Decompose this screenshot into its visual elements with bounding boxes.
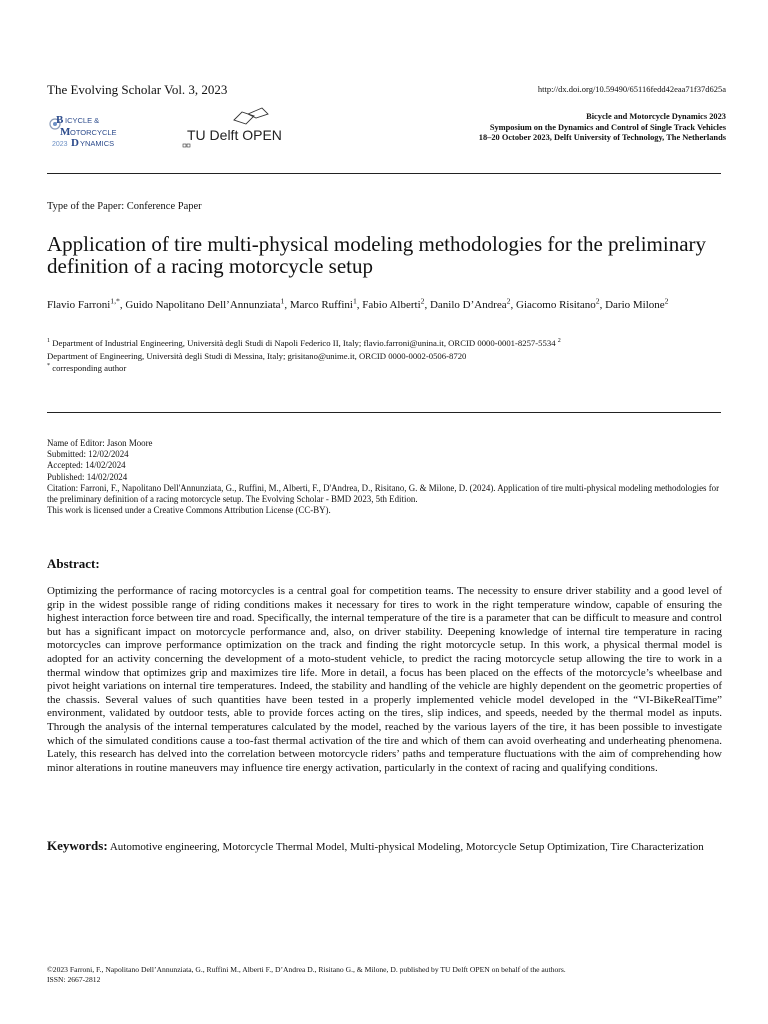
author-list [47,298,723,313]
publication-metadata [47,438,721,516]
doi-link[interactable]: http://dx.doi.org/10.59490/65116fedd42eaa71f37d625a [537,84,726,94]
svg-text:YNAMICS: YNAMICS [80,139,115,148]
citation: Citation: Farroni, F., Napolitano Dell'Annunziata, G., Ruffini, M., Alberti, F., D'Andrea, D., Risitano, G. & Milone, D. (2024). Application of tire multi-physical modeling methodologies for the preliminary definition of a racing motorcycle setup. The Evolving Scholar - BMD 2023, 5th Edition. [47,482,720,505]
corresponding-author-note: * corresponding author [47,363,127,373]
svg-text:B: B [56,114,64,126]
affiliations [47,337,727,375]
conference-info [479,112,726,144]
keywords-text: Automotive engineering, Motorcycle Thermal Model, Multi-physical Modeling, Motorcycle Setup Optimization, Tire Characterization [107,841,704,853]
issn: ISSN: 2667-2812 [47,975,101,984]
author: Guido Napolitano Dell’Annunziata$^1$, [125,296,290,311]
author: Dario Milone$^2$ [605,296,669,311]
editor-name: Name of Editor: Jason Moore [47,438,153,448]
accepted-date: Accepted: 14/02/2024 [47,460,126,471]
author: Giacomo Risitano$^2$, [516,296,606,311]
author: Fabio Alberti$^2$, [362,296,430,311]
conference-name: Bicycle and Motorcycle Dynamics 2023 [586,112,726,121]
author: Danilo D’Andrea$^2$, [429,296,516,311]
page-footer [47,965,566,985]
abstract-heading: Abstract: [47,556,100,571]
paper-title: Application of tire multi-physical modeling methodologies for the preliminary definition of a racing motorcycle setup [47,232,707,278]
keywords-label: Keywords: [47,838,108,853]
svg-text:D: D [71,137,79,149]
affiliation-1: $^1$ Department of Industrial Engineering, Università degli Studi di Napoli Federico II, Italy; flavio.farroni@unina.it, ORCID 0000-0001-8257-5534 $^2$ [47,338,561,348]
section-divider [47,412,721,413]
svg-text:TU Delft OPEN: TU Delft OPEN [187,127,282,143]
svg-text:ICYCLE &: ICYCLE & [65,116,100,125]
license-note: This work is licensed under a Creative Commons Attribution License (CC-BY). [47,505,331,516]
header-divider [47,173,721,174]
keywords [47,838,722,855]
submitted-date: Submitted: 12/02/2024 [47,449,129,460]
paper-type: Type of the Paper: Conference Paper [47,201,202,212]
svg-text:2023: 2023 [52,141,68,148]
conference-symposium: Symposium on the Dynamics and Control of Single Track Vehicles [489,122,726,132]
journal-name: The Evolving Scholar Vol. 3, 2023 [47,82,228,97]
abstract-text: Optimizing the performance of racing motorcycles is a central goal for competition teams. The necessity to ensure driver stability and a good level of grip in the widest possible range of riding conditions makes it necessary for tires to work in the right temperature window, capable of ensuring the highest interaction force between tire and road. Specifically, the internal temperature of the tire is a parameter that can be difficult to measure and control but has a significant impact on motorcycle performance and, also, on driver stability. Deepening knowledge of internal tire temperature in racing motorcycles can improve performance optimization on the track and finding the right motorcycle setup. In this work, a physical thermal model is adopted for an activity concerning the development of a moto-student vehicle, to predict the racing motorcycle setup allowing the tire to work in a thermal window that optimizes grip and maximizes tire life. More in detail, a focus has been placed on the effects of the motorcycle’s wheelbase and pivot height variations on internal tire temperatures. Indeed, the stability and handling of the vehicle are highly dependent on the geometric properties of the chassis. Several values of such quantities have been tested in a properly implemented vehicle model developed in the “VI-BikeRealTime” environment, validated by outdoor tests, able to provide forces acting on the tires, slip indices, and speeds, needed by the thermal model as inputs. Through the analysis of the internal temperatures calculated by the model, reached by the various layers of the tire, it has been possible to investigate which of the simulated conditions cause a too-fast thermal activation of the tire and which of them can avoid overheating and underheating phenomena. Lately, this research has delved into the correlation between motorcycle riders’ paths and temperature fluctuations with the aim of comprehending how minor alterations in routine maneuvers may influence tire energy activation, particularly in the context of racing and qualifying conditions. [47,585,722,774]
tu-delft-open-logo [182,106,282,150]
conference-date-venue: 18–20 October 2023, Delft University of Technology, The Netherlands [478,133,726,143]
svg-text:OTORCYCLE: OTORCYCLE [70,128,117,137]
affiliation-2: Department of Engineering, Università degli Studi di Messina, Italy; grisitano@unime.it, ORCID 0000-0002-0506-8720 [47,350,467,361]
author: Flavio Farroni$^{1,*}$, [47,296,126,311]
svg-text:M: M [60,126,71,138]
bicycle-motorcycle-dynamics-logo [46,112,146,152]
published-date: Published: 14/02/2024 [47,471,128,482]
author: Marco Ruffini$^1$, [289,296,363,311]
copyright-line: ©2023 Farroni, F., Napolitano Dell’Annunziata, G., Ruffini M., Alberti F., D’Andrea D., Risitano G., & Milone, D. published by TU Delft OPEN on behalf of the authors. [47,965,566,974]
